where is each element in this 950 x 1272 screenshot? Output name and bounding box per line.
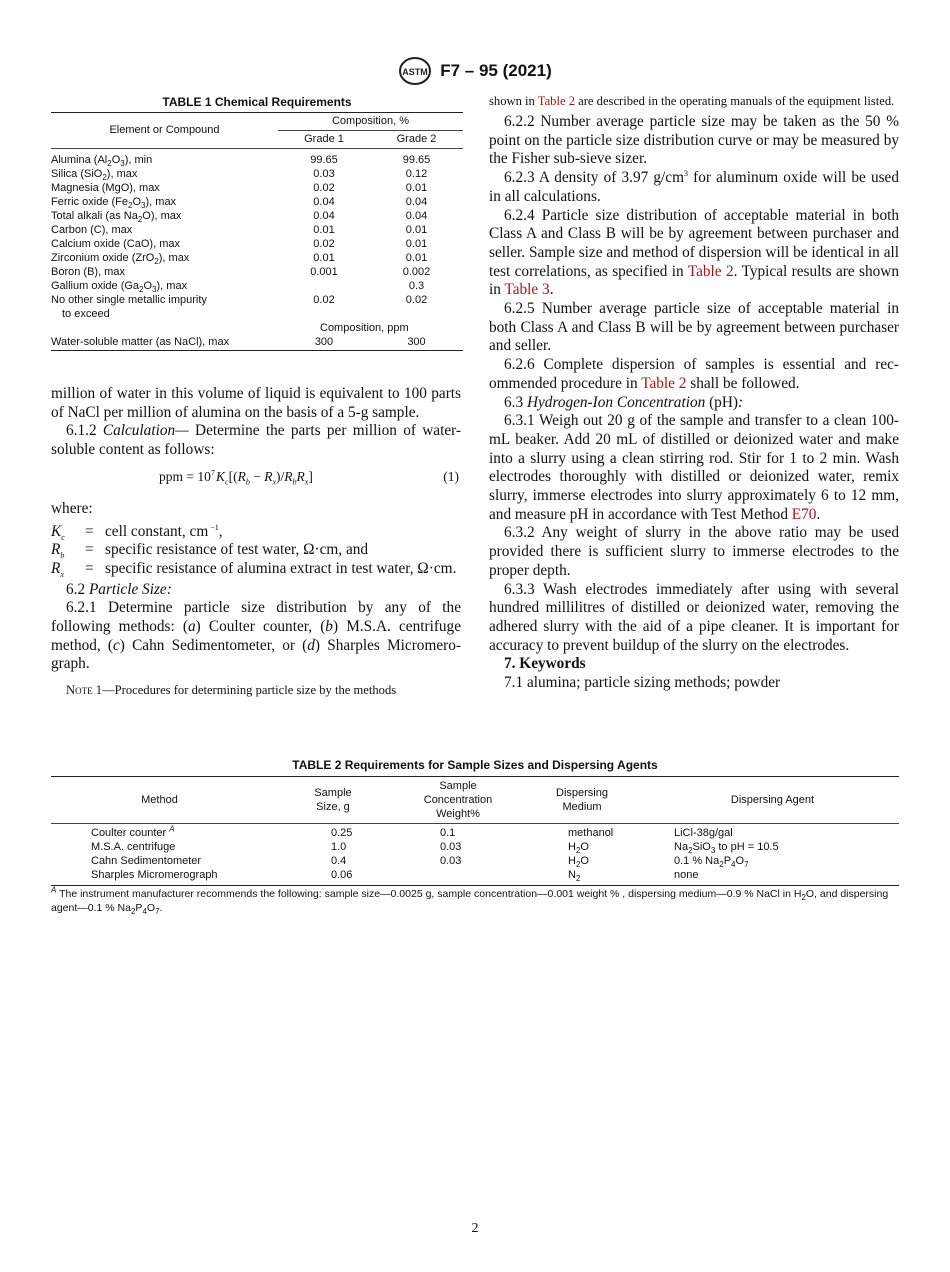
- equation-formula: ppm = $10^7$ $K_c[(R_b - R_x)/R_bR_x]$: [159, 468, 313, 487]
- concentration-cell: 0.1: [440, 827, 456, 839]
- method-header: Method: [141, 794, 178, 806]
- grade1-value: [278, 279, 370, 293]
- impurity-grade1: 0.02: [313, 294, 335, 306]
- grade2-value: 0.12: [405, 168, 428, 180]
- table-row: [51, 195, 463, 209]
- paragraph-6-3-3: 6.3.3 Wash electrodes immediately after using with several hundred millilitres of distilled or deionized water, removing the adhered slurry with the aid of a pipe cleaner. It is important for accuracy to prevent buildup of the slurry on the electrodes.: [489, 580, 899, 654]
- keywords-heading: 7. Keywords: [504, 655, 586, 673]
- table-1: [51, 94, 463, 351]
- grade2-value: 0.002: [402, 266, 431, 278]
- col-element-header: Element or Compound: [109, 124, 220, 136]
- grade2-value: 0.3: [408, 280, 425, 292]
- grade1-value: 0.04: [313, 210, 335, 222]
- element-name: Alumina $(Al_2O_3)$, min: [51, 154, 153, 169]
- definition-symbol: $R_x$: [51, 559, 64, 579]
- medium-cell: methanol: [568, 827, 614, 839]
- paragraph-continuation: million of water in this volume of liquid is equivalent to 100 parts of NaCl per million of alumina on the basis of a 5-g sample.: [51, 385, 461, 421]
- note-1: Note 1—Procedures for determining particle size by the methods: [66, 683, 397, 698]
- grade1-value: 0.01: [313, 252, 335, 264]
- grade2-value: 0.01: [405, 238, 428, 250]
- concentration-header: Sample Concentration Weight%: [423, 780, 493, 820]
- table-row: [51, 826, 899, 840]
- agent-cell: none: [674, 869, 699, 881]
- paragraph-6-2-6: 6.2.6 Complete dispersion of samples is essential and rec-ommended procedure in Table 2 shall be followed.: [489, 356, 899, 392]
- right-column: [489, 94, 899, 693]
- table-2-link[interactable]: Table 2: [641, 374, 687, 392]
- table-row: [51, 265, 463, 279]
- grade1-value: 0.03: [313, 168, 335, 180]
- concentration-cell: 0.03: [440, 841, 462, 853]
- impurity-grade2: 0.02: [405, 294, 428, 306]
- element-name: Boron (B), max: [51, 266, 125, 278]
- table-row: [51, 251, 463, 265]
- paragraph-6-2-1: 6.2.1 Determine particle size distribution by any of the following methods: (a) Coulter counter, (b) M.S.A. centrifuge method, (c) Cahn Sedimentometer, or (d) Sharples Micromero-graph.: [51, 599, 461, 673]
- table-1-body: [51, 153, 463, 293]
- table-2-caption: TABLE 2 Requirements for Sample Sizes and Dispersing Agents: [292, 758, 658, 772]
- svg-text:ASTM: ASTM: [402, 67, 428, 77]
- definition-symbol: $K_c$: [51, 522, 65, 542]
- table-row: [51, 279, 463, 293]
- table-2-footnote: $^A$ The instrument manufacturer recommends the following: sample size—0.0025 g, sample concentration—0.001 weight % , dispersing medium—0.9 % NaCl in $H_2O$, and dispersing agent—0.1 % $Na_2P_4O_7$.: [51, 885, 899, 915]
- e70-link[interactable]: E70: [791, 505, 817, 523]
- water-grade1: 300: [314, 336, 334, 348]
- ppm-header: Composition, ppm: [320, 322, 409, 334]
- table-2-grid: [51, 776, 899, 882]
- table-row: [51, 181, 463, 195]
- grade2-value: 99.65: [402, 154, 431, 166]
- element-name: Magnesia (MgO), max: [51, 182, 160, 194]
- note-1-continuation: shown in Table 2 are described in the operating manuals of the equipment listed.: [489, 94, 895, 108]
- definition-list: [51, 523, 461, 579]
- grade1-value: 0.02: [313, 238, 335, 250]
- method-cell: Sharples Micromerograph: [91, 869, 218, 881]
- table-2-link[interactable]: Table 2: [537, 94, 575, 108]
- definition-item: [51, 541, 461, 560]
- paragraph-6-3-1: 6.3.1 Weigh out 20 g of the sample and transfer to a clean 100-mL beaker. Add 20 mL of distilled or deionized water and make into a slurry using a clean stirring rod. Stir for 1 to 2 min. Wash electrodes thoroughly with distilled or deionized water, remix slurry, immerse electrodes into slurry approximately 6 to 12 mm, and measure pH in accordance with Test Method E70.: [489, 412, 899, 523]
- page-number: 2: [471, 1221, 479, 1236]
- equals-sign: =: [85, 522, 94, 540]
- table-row: [51, 868, 899, 882]
- paragraph-6-3-2: 6.3.2 Any weight of slurry in the above ratio may be used provided there is sufficient slurry to immerse electrodes to the proper depth.: [489, 524, 899, 579]
- grade1-value: 99.65: [310, 154, 338, 166]
- definition-item: [51, 560, 461, 579]
- medium-cell: $H_2O$: [568, 855, 589, 870]
- table-row: [51, 840, 899, 854]
- grade1-header: Grade 1: [304, 133, 344, 145]
- definition-symbol: $R_b$: [51, 541, 65, 561]
- element-name: Total alkali (as $Na_2O$), max: [51, 210, 182, 225]
- table-1-grid: [51, 112, 463, 351]
- medium-cell: $N_2$: [568, 869, 581, 884]
- definition-text: cell constant, cm $^{-1}$,: [105, 522, 223, 540]
- table-row: [51, 223, 463, 237]
- element-name: Ferric oxide $(Fe_2O_3)$, max: [51, 196, 177, 211]
- element-name: Calcium oxide (CaO), max: [51, 238, 180, 250]
- agent-cell: LiCl-38g/gal: [674, 827, 733, 839]
- keywords-text: 7.1 alumina; particle sizing methods; powder: [504, 674, 781, 692]
- grade1-value: 0.01: [313, 224, 335, 236]
- medium-cell: $H_2O$: [568, 841, 589, 856]
- definition-text: specific resistance of test water, Ω·cm, and: [105, 541, 369, 559]
- table-2-header-row: [51, 777, 899, 824]
- paragraph-6-2-3: 6.2.3 A density of 3.97 $g/cm^3$ for aluminum oxide will be used in all calculations.: [489, 169, 899, 205]
- grade1-value: 0.001: [310, 266, 338, 278]
- paragraph-6-2-2: 6.2.2 Number average particle size may be taken as the 50 % point on the particle size distribution curve or may be measured by the Fisher sub-sieve sizer.: [489, 113, 899, 168]
- equals-sign: =: [85, 541, 94, 559]
- concentration-cell: [398, 868, 518, 882]
- astm-logo-icon: [398, 56, 432, 86]
- composition-header: Composition, %: [278, 113, 463, 131]
- equation-number: (1): [443, 468, 459, 484]
- table-1-caption: TABLE 1 Chemical Requirements: [162, 95, 352, 109]
- method-cell: M.S.A. centrifuge: [91, 841, 176, 853]
- grade2-value: 0.01: [405, 224, 428, 236]
- definition-item: [51, 523, 461, 542]
- element-name: Gallium oxide $(Ga_2O_3)$, max: [51, 280, 188, 295]
- equals-sign: =: [85, 559, 94, 577]
- water-grade2: 300: [407, 336, 426, 348]
- element-name: Zirconium oxide (ZrO$_2$), max: [51, 252, 190, 267]
- paragraph-6-1-2: 6.1.2 Calculation— Determine the parts per million of water-soluble content as follows:: [51, 422, 461, 459]
- grade1-value: 0.04: [313, 196, 335, 208]
- table-row: [51, 237, 463, 251]
- method-cell: Cahn Sedimentometer: [91, 855, 202, 867]
- table-row: [51, 209, 463, 223]
- definition-text: specific resistance of alumina extract in test water, Ω·cm.: [105, 559, 457, 577]
- water-label: Water-soluble matter (as NaCl), max: [51, 336, 230, 348]
- agent-cell: $Na_2SiO_3$ to pH = 10.5: [674, 841, 779, 856]
- paragraph-6-2-4: 6.2.4 Particle size distribution of acceptable material in both Class A and Class B will be by agreement between purchaser and seller. Sample size and method of dispersion will be identical in all test correlations, as specified in Table 2. Typical results are shown in Table 3.: [489, 206, 899, 299]
- table-row: [51, 167, 463, 181]
- grade2-header: Grade 2: [396, 133, 437, 145]
- size-cell: 1.0: [331, 841, 347, 853]
- grade1-value: 0.02: [313, 182, 335, 194]
- size-cell: 0.06: [331, 869, 353, 881]
- page-header: [0, 56, 950, 86]
- impurity-label: No other single metallic impurity to exceed: [51, 294, 207, 320]
- table-3-link[interactable]: Table 3: [504, 281, 550, 299]
- table-2-body: [51, 826, 899, 882]
- grade2-value: 0.01: [405, 182, 428, 194]
- grade2-value: 0.04: [405, 196, 428, 208]
- heading-6-3: 6.3 Hydrogen-Ion Concentration (pH):: [504, 393, 744, 411]
- table-2: [51, 757, 899, 915]
- equation-1: [51, 466, 461, 490]
- table-row: [51, 854, 899, 868]
- element-name: Carbon (C), max: [51, 224, 133, 236]
- method-cell: Coulter counter $^A$: [91, 824, 175, 839]
- agent-header: Dispersing Agent: [730, 794, 815, 806]
- agent-cell: 0.1 % $Na_2P_4O_7$: [674, 855, 749, 870]
- where-label: where:: [51, 499, 93, 517]
- medium-header: Dispersing Medium: [556, 787, 608, 813]
- table-row: [51, 153, 463, 167]
- grade2-value: 0.01: [405, 252, 428, 264]
- grade2-value: 0.04: [405, 210, 428, 222]
- concentration-cell: 0.03: [440, 855, 462, 867]
- document-code: F7 – 95 (2021): [440, 61, 552, 80]
- size-header: Sample Size, g: [314, 787, 352, 813]
- size-cell: 0.25: [331, 827, 353, 839]
- size-cell: 0.4: [331, 855, 347, 867]
- table-2-link[interactable]: Table 2: [687, 262, 734, 280]
- element-name: Silica (SiO$_2$), max: [51, 168, 138, 183]
- left-column: [51, 385, 461, 698]
- heading-6-2: 6.2 Particle Size:: [66, 580, 172, 598]
- paragraph-6-2-5: 6.2.5 Number average particle size of acceptable material in both Class A and Class B will be by agreement between purchaser and seller.: [489, 300, 899, 355]
